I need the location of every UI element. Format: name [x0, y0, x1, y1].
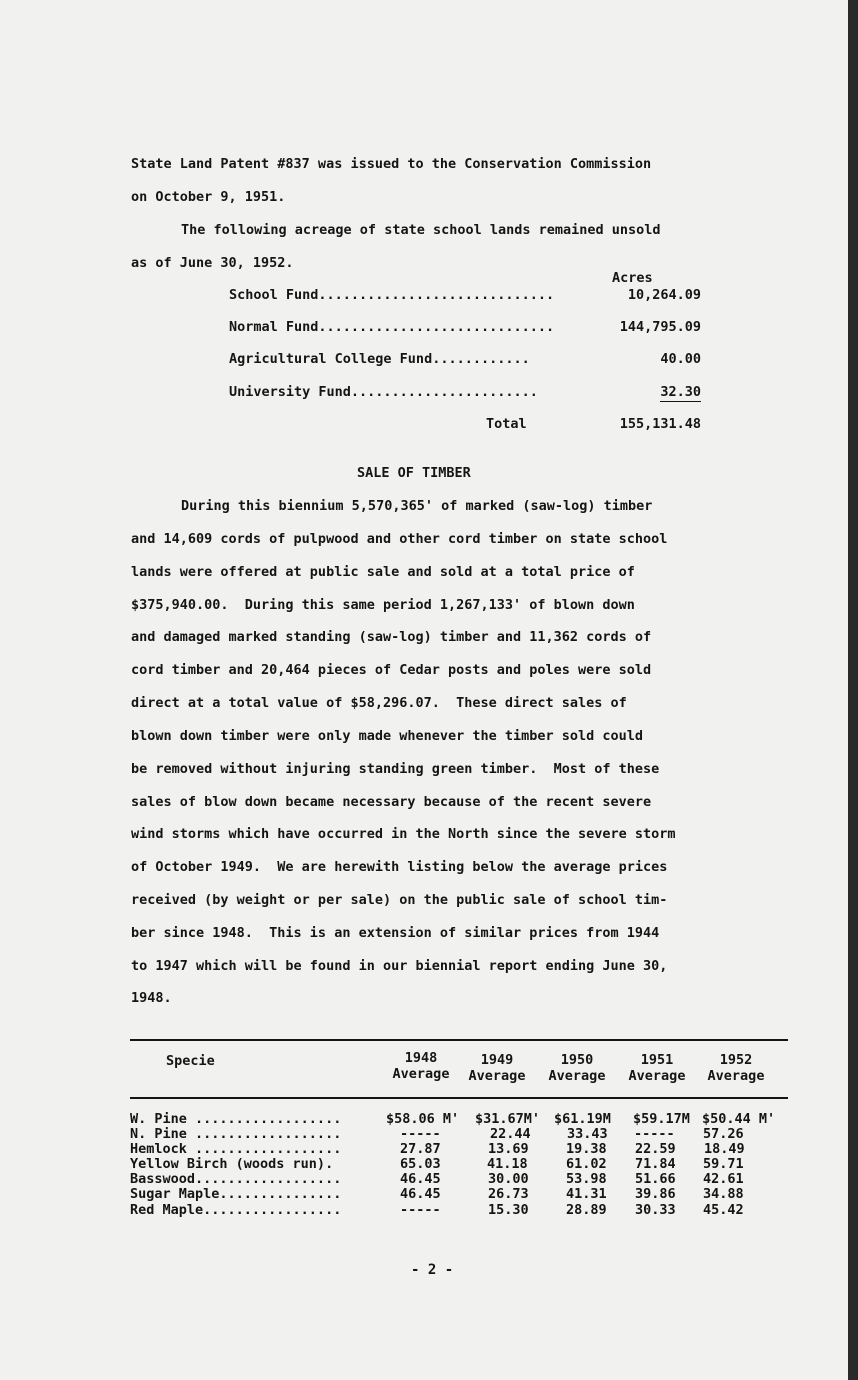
price-1948: ----- — [400, 1202, 441, 1218]
specie-name: Basswood.................. — [130, 1171, 342, 1187]
fund-value: 32.30 — [660, 384, 701, 400]
body-line: sales of blow down became necessary because of the recent severe — [131, 794, 652, 810]
year-header-1949 — [460, 1052, 534, 1084]
specie-name: W. Pine .................. — [130, 1111, 342, 1127]
table-row — [130, 1187, 790, 1202]
fund-value: 144,795.09 — [619, 319, 701, 335]
specie-name: Red Maple................. — [130, 1202, 342, 1218]
body-line: be removed without injuring standing green timber. Most of these — [131, 761, 660, 777]
year-header-1948 — [385, 1050, 457, 1082]
price-1951: 71.84 — [635, 1156, 676, 1172]
price-1948: $58.06 M' — [386, 1111, 460, 1127]
price-1949: $31.67M' — [475, 1111, 541, 1127]
fund-name: University Fund....................... — [229, 384, 538, 400]
body-line: 1948. — [131, 990, 172, 1006]
fund-name: Agricultural College Fund............ — [229, 351, 530, 367]
specie-name: N. Pine .................. — [130, 1126, 342, 1142]
body-line: of October 1949. We are herewith listing below the average prices — [131, 859, 668, 875]
intro-line-4: as of June 30, 1952. — [131, 255, 294, 271]
price-1951: 39.86 — [635, 1186, 676, 1202]
year-header-1952 — [698, 1052, 774, 1084]
price-1951: ----- — [634, 1126, 675, 1142]
table-row — [130, 1172, 790, 1187]
body-line: ber since 1948. This is an extension of similar prices from 1944 — [131, 925, 660, 941]
table-row — [130, 1203, 790, 1218]
fund-row-university — [229, 384, 701, 402]
intro-line-2: on October 9, 1951. — [131, 189, 286, 205]
average-label: Average — [468, 1068, 526, 1084]
price-1948: 65.03 — [400, 1156, 441, 1172]
price-1952: $50.44 M' — [702, 1111, 776, 1127]
table-row — [130, 1127, 790, 1142]
fund-name: Normal Fund............................. — [229, 319, 555, 335]
specie-name: Sugar Maple............... — [130, 1186, 342, 1202]
total-value: 155,131.48 — [619, 416, 701, 432]
price-1949: 13.69 — [488, 1141, 529, 1157]
price-1948: 27.87 — [400, 1141, 441, 1157]
table-row — [130, 1112, 790, 1127]
price-1952: 57.26 — [703, 1126, 744, 1142]
average-label: Average — [628, 1068, 686, 1084]
price-1952: 34.88 — [703, 1186, 744, 1202]
body-line: wind storms which have occurred in the North since the severe storm — [131, 826, 676, 842]
fund-value: 40.00 — [660, 351, 701, 367]
year-label: 1948 — [404, 1050, 438, 1066]
year-label: 1949 — [480, 1052, 514, 1068]
price-1948: ----- — [400, 1126, 441, 1142]
body-line: cord timber and 20,464 pieces of Cedar posts and poles were sold — [131, 662, 652, 678]
price-1952: 59.71 — [703, 1156, 744, 1172]
year-label: 1952 — [719, 1052, 753, 1068]
year-header-1950 — [540, 1052, 614, 1084]
price-1950: 41.31 — [566, 1186, 607, 1202]
fund-row-agricultural — [229, 351, 701, 367]
price-1948: 46.45 — [400, 1171, 441, 1187]
body-line: blown down timber were only made whenever the timber sold could — [131, 728, 644, 744]
specie-name: Hemlock .................. — [130, 1141, 342, 1157]
body-line: $375,940.00. During this same period 1,267,133' of blown down — [131, 597, 635, 613]
price-1950: 28.89 — [566, 1202, 607, 1218]
year-label: 1951 — [640, 1052, 674, 1068]
body-line: During this biennium 5,570,365' of marked (saw-log) timber — [181, 498, 653, 514]
body-line: lands were offered at public sale and sold at a total price of — [131, 564, 635, 580]
price-1952: 42.61 — [703, 1171, 744, 1187]
price-1952: 45.42 — [703, 1202, 744, 1218]
total-label: Total — [486, 416, 527, 432]
fund-row-school — [229, 287, 701, 303]
page-number: - 2 - — [411, 1262, 454, 1278]
price-1950: 19.38 — [566, 1141, 607, 1157]
fund-row-normal — [229, 319, 701, 335]
body-line: received (by weight or per sale) on the public sale of school tim- — [131, 892, 668, 908]
price-1951: 51.66 — [635, 1171, 676, 1187]
table-row — [130, 1142, 790, 1157]
price-1949: 30.00 — [488, 1171, 529, 1187]
fund-name: School Fund............................. — [229, 287, 555, 303]
price-1949: 41.18 — [487, 1156, 528, 1172]
body-line: to 1947 which will be found in our biennial report ending June 30, — [131, 958, 668, 974]
price-1948: 46.45 — [400, 1186, 441, 1202]
price-1951: 22.59 — [635, 1141, 676, 1157]
average-label: Average — [707, 1068, 765, 1084]
price-1950: $61.19M — [554, 1111, 611, 1127]
intro-line-1: State Land Patent #837 was issued to the Conservation Commission — [131, 156, 652, 172]
year-header-1951 — [620, 1052, 694, 1084]
average-label: Average — [392, 1066, 450, 1082]
price-1951: $59.17M — [633, 1111, 690, 1127]
year-label: 1950 — [560, 1052, 594, 1068]
scan-edge-shadow — [848, 0, 858, 1380]
acres-column-header: Acres — [612, 270, 653, 286]
price-1951: 30.33 — [635, 1202, 676, 1218]
specie-header: Specie — [166, 1053, 215, 1069]
price-1949: 15.30 — [488, 1202, 529, 1218]
price-1952: 18.49 — [704, 1141, 745, 1157]
specie-name: Yellow Birch (woods run). — [130, 1156, 334, 1172]
price-1949: 22.44 — [490, 1126, 531, 1142]
price-1950: 33.43 — [567, 1126, 608, 1142]
body-line: direct at a total value of $58,296.07. These direct sales of — [131, 695, 627, 711]
table-top-rule — [130, 1039, 788, 1041]
price-1950: 61.02 — [566, 1156, 607, 1172]
section-heading: SALE OF TIMBER — [357, 465, 471, 481]
table-row — [130, 1157, 790, 1172]
body-line: and damaged marked standing (saw-log) timber and 11,362 cords of — [131, 629, 652, 645]
intro-line-3: The following acreage of state school lands remained unsold — [181, 222, 661, 238]
price-1949: 26.73 — [488, 1186, 529, 1202]
price-1950: 53.98 — [566, 1171, 607, 1187]
body-line: and 14,609 cords of pulpwood and other cord timber on state school — [131, 531, 668, 547]
average-label: Average — [548, 1068, 606, 1084]
table-header-rule — [130, 1097, 788, 1099]
fund-value: 10,264.09 — [627, 287, 701, 303]
